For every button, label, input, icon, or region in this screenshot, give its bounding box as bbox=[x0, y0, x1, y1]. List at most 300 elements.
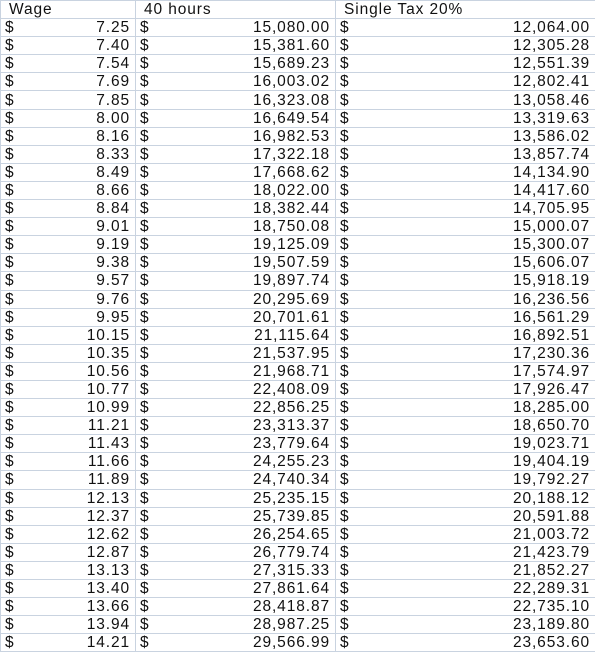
tax-cell[interactable] bbox=[336, 37, 595, 55]
amount-value: 17,668.62 bbox=[253, 164, 330, 181]
hours40-cell[interactable] bbox=[136, 218, 336, 236]
tax-cell[interactable] bbox=[336, 598, 595, 616]
currency-symbol: $ bbox=[5, 616, 21, 633]
amount-value: 9.38 bbox=[96, 254, 130, 271]
amount-value: 21,423.79 bbox=[513, 544, 590, 561]
cell-content bbox=[140, 92, 330, 109]
amount-value: 16,982.53 bbox=[253, 128, 330, 145]
cell-content bbox=[5, 309, 130, 326]
hours40-cell[interactable] bbox=[136, 561, 336, 579]
wage-cell[interactable] bbox=[1, 218, 136, 236]
wage-cell[interactable] bbox=[1, 127, 136, 145]
amount-value: 15,381.60 bbox=[253, 37, 330, 54]
hours40-cell[interactable] bbox=[136, 127, 336, 145]
amount-value: 23,653.60 bbox=[513, 634, 590, 651]
tax-cell[interactable] bbox=[336, 163, 595, 181]
wage-cell[interactable] bbox=[1, 435, 136, 453]
hours40-cell[interactable] bbox=[136, 163, 336, 181]
tax-cell[interactable] bbox=[336, 543, 595, 561]
amount-value: 18,750.08 bbox=[253, 218, 330, 235]
tax-cell[interactable] bbox=[336, 290, 595, 308]
hours40-cell[interactable] bbox=[136, 399, 336, 417]
currency-symbol: $ bbox=[340, 327, 350, 344]
wage-cell[interactable] bbox=[1, 580, 136, 598]
currency-symbol: $ bbox=[5, 218, 21, 235]
amount-value: 28,987.25 bbox=[253, 616, 330, 633]
currency-symbol: $ bbox=[340, 345, 350, 362]
table-row bbox=[1, 254, 595, 272]
wage-cell[interactable] bbox=[1, 399, 136, 417]
hours40-cell[interactable] bbox=[136, 507, 336, 525]
hours40-cell[interactable] bbox=[136, 453, 336, 471]
tax-cell[interactable] bbox=[336, 326, 595, 344]
wage-cell[interactable] bbox=[1, 489, 136, 507]
wage-cell[interactable] bbox=[1, 145, 136, 163]
tax-cell[interactable] bbox=[336, 362, 595, 380]
amount-value: 7.69 bbox=[96, 73, 130, 90]
tax-cell[interactable] bbox=[336, 308, 595, 326]
cell-content bbox=[5, 417, 130, 434]
tax-cell[interactable] bbox=[336, 489, 595, 507]
header-40-hours[interactable]: 40 hours bbox=[136, 1, 336, 19]
currency-symbol: $ bbox=[5, 291, 21, 308]
cell-content bbox=[340, 580, 590, 597]
table-row bbox=[1, 200, 595, 218]
cell-content bbox=[5, 19, 130, 36]
table-row bbox=[1, 471, 595, 489]
amount-value: 15,689.23 bbox=[253, 55, 330, 72]
hours40-cell[interactable] bbox=[136, 109, 336, 127]
currency-symbol: $ bbox=[5, 73, 21, 90]
currency-symbol: $ bbox=[140, 73, 150, 90]
hours40-cell[interactable] bbox=[136, 543, 336, 561]
amount-value: 12.87 bbox=[87, 544, 130, 561]
wage-cell[interactable] bbox=[1, 344, 136, 362]
tax-cell[interactable] bbox=[336, 616, 595, 634]
cell-content bbox=[5, 272, 130, 289]
cell-content bbox=[5, 236, 130, 253]
currency-symbol: $ bbox=[140, 508, 150, 525]
hours40-cell[interactable] bbox=[136, 616, 336, 634]
cell-content bbox=[340, 634, 590, 651]
table-row bbox=[1, 91, 595, 109]
currency-symbol: $ bbox=[140, 128, 150, 145]
amount-value: 9.19 bbox=[96, 236, 130, 253]
tax-cell[interactable] bbox=[336, 471, 595, 489]
hours40-cell[interactable] bbox=[136, 181, 336, 199]
cell-content bbox=[5, 254, 130, 271]
currency-symbol: $ bbox=[140, 218, 150, 235]
cell-content bbox=[340, 544, 590, 561]
currency-symbol: $ bbox=[340, 37, 350, 54]
cell-content bbox=[340, 182, 590, 199]
currency-symbol: $ bbox=[5, 417, 21, 434]
cell-content bbox=[340, 37, 590, 54]
hours40-cell[interactable] bbox=[136, 73, 336, 91]
cell-content bbox=[5, 363, 130, 380]
wage-cell[interactable] bbox=[1, 471, 136, 489]
wage-cell[interactable] bbox=[1, 236, 136, 254]
table-row bbox=[1, 163, 595, 181]
wage-cell[interactable] bbox=[1, 254, 136, 272]
amount-value: 21,852.27 bbox=[513, 562, 590, 579]
amount-value: 15,080.00 bbox=[253, 19, 330, 36]
currency-symbol: $ bbox=[340, 110, 350, 127]
hours40-cell[interactable] bbox=[136, 417, 336, 435]
cell-content bbox=[140, 291, 330, 308]
wage-cell[interactable] bbox=[1, 272, 136, 290]
currency-symbol: $ bbox=[140, 435, 150, 452]
currency-symbol: $ bbox=[5, 580, 21, 597]
currency-symbol: $ bbox=[340, 381, 350, 398]
amount-value: 12,064.00 bbox=[513, 19, 590, 36]
currency-symbol: $ bbox=[140, 381, 150, 398]
currency-symbol: $ bbox=[5, 526, 21, 543]
amount-value: 19,023.71 bbox=[513, 435, 590, 452]
cell-content bbox=[140, 146, 330, 163]
table-row bbox=[1, 561, 595, 579]
wage-cell[interactable] bbox=[1, 109, 136, 127]
currency-symbol: $ bbox=[5, 128, 21, 145]
wage-cell[interactable] bbox=[1, 163, 136, 181]
wage-cell[interactable] bbox=[1, 37, 136, 55]
hours40-cell[interactable] bbox=[136, 598, 336, 616]
wage-cell[interactable] bbox=[1, 362, 136, 380]
wage-cell[interactable] bbox=[1, 308, 136, 326]
amount-value: 7.85 bbox=[96, 92, 130, 109]
amount-value: 8.66 bbox=[96, 182, 130, 199]
cell-content bbox=[340, 55, 590, 72]
amount-value: 19,897.74 bbox=[253, 272, 330, 289]
wage-cell[interactable] bbox=[1, 55, 136, 73]
hours40-cell[interactable] bbox=[136, 145, 336, 163]
cell-content bbox=[140, 399, 330, 416]
currency-symbol: $ bbox=[140, 634, 150, 651]
table-row bbox=[1, 55, 595, 73]
currency-symbol: $ bbox=[140, 19, 150, 36]
cell-content bbox=[5, 128, 130, 145]
cell-content bbox=[340, 327, 590, 344]
amount-value: 12,305.28 bbox=[513, 37, 590, 54]
tax-cell[interactable] bbox=[336, 525, 595, 543]
table-row bbox=[1, 326, 595, 344]
wage-cell[interactable] bbox=[1, 598, 136, 616]
currency-symbol: $ bbox=[140, 291, 150, 308]
cell-content bbox=[5, 200, 130, 217]
tax-cell[interactable] bbox=[336, 344, 595, 362]
tax-cell[interactable] bbox=[336, 145, 595, 163]
tax-cell[interactable] bbox=[336, 254, 595, 272]
amount-value: 16,323.08 bbox=[253, 92, 330, 109]
amount-value: 11.21 bbox=[88, 417, 130, 434]
amount-value: 20,188.12 bbox=[513, 490, 590, 507]
currency-symbol: $ bbox=[340, 128, 350, 145]
hours40-cell[interactable] bbox=[136, 37, 336, 55]
currency-symbol: $ bbox=[5, 92, 21, 109]
currency-symbol: $ bbox=[340, 236, 350, 253]
wage-cell[interactable] bbox=[1, 507, 136, 525]
wage-cell[interactable] bbox=[1, 19, 136, 37]
tax-cell[interactable] bbox=[336, 380, 595, 398]
cell-content bbox=[340, 146, 590, 163]
cell-content bbox=[340, 73, 590, 90]
currency-symbol: $ bbox=[5, 182, 21, 199]
table-row bbox=[1, 507, 595, 525]
wage-cell[interactable] bbox=[1, 380, 136, 398]
currency-symbol: $ bbox=[340, 92, 350, 109]
currency-symbol: $ bbox=[140, 363, 150, 380]
amount-value: 8.00 bbox=[96, 110, 130, 127]
tax-cell[interactable] bbox=[336, 435, 595, 453]
cell-content bbox=[140, 453, 330, 470]
amount-value: 24,255.23 bbox=[253, 453, 330, 470]
tax-cell[interactable] bbox=[336, 561, 595, 579]
table-row bbox=[1, 344, 595, 362]
cell-content bbox=[5, 327, 130, 344]
currency-symbol: $ bbox=[5, 327, 21, 344]
amount-value: 8.33 bbox=[96, 146, 130, 163]
amount-value: 12.13 bbox=[87, 490, 130, 507]
amount-value: 18,650.70 bbox=[513, 417, 590, 434]
tax-cell[interactable] bbox=[336, 91, 595, 109]
currency-symbol: $ bbox=[340, 55, 350, 72]
amount-value: 14.21 bbox=[87, 634, 130, 651]
hours40-cell[interactable] bbox=[136, 380, 336, 398]
amount-value: 10.56 bbox=[87, 363, 130, 380]
cell-content bbox=[340, 363, 590, 380]
currency-symbol: $ bbox=[340, 19, 350, 36]
wage-cell[interactable] bbox=[1, 200, 136, 218]
cell-content bbox=[140, 164, 330, 181]
wage-cell[interactable] bbox=[1, 181, 136, 199]
amount-value: 9.76 bbox=[96, 291, 130, 308]
amount-value: 18,285.00 bbox=[513, 399, 590, 416]
cell-content bbox=[5, 164, 130, 181]
cell-content bbox=[140, 471, 330, 488]
tax-cell[interactable] bbox=[336, 127, 595, 145]
wage-cell[interactable] bbox=[1, 91, 136, 109]
amount-value: 14,417.60 bbox=[513, 182, 590, 199]
amount-value: 7.25 bbox=[96, 19, 130, 36]
wage-cell[interactable] bbox=[1, 417, 136, 435]
table-row bbox=[1, 489, 595, 507]
tax-cell[interactable] bbox=[336, 200, 595, 218]
cell-content bbox=[340, 236, 590, 253]
cell-content bbox=[140, 73, 330, 90]
wage-cell[interactable] bbox=[1, 634, 136, 652]
table-row bbox=[1, 417, 595, 435]
currency-symbol: $ bbox=[5, 562, 21, 579]
currency-symbol: $ bbox=[5, 110, 21, 127]
hours40-cell[interactable] bbox=[136, 326, 336, 344]
cell-content bbox=[5, 580, 130, 597]
amount-value: 23,313.37 bbox=[253, 417, 330, 434]
amount-value: 10.99 bbox=[87, 399, 130, 416]
wage-cell[interactable] bbox=[1, 561, 136, 579]
hours40-cell[interactable] bbox=[136, 489, 336, 507]
currency-symbol: $ bbox=[340, 73, 350, 90]
tax-cell[interactable] bbox=[336, 109, 595, 127]
header-single-tax[interactable]: Single Tax 20% bbox=[336, 1, 595, 19]
currency-symbol: $ bbox=[5, 508, 21, 525]
table-row bbox=[1, 127, 595, 145]
tax-cell[interactable] bbox=[336, 580, 595, 598]
currency-symbol: $ bbox=[140, 236, 150, 253]
amount-value: 28,418.87 bbox=[253, 598, 330, 615]
cell-content bbox=[5, 526, 130, 543]
cell-content bbox=[5, 562, 130, 579]
amount-value: 20,701.61 bbox=[253, 309, 330, 326]
hours40-cell[interactable] bbox=[136, 525, 336, 543]
cell-content bbox=[340, 92, 590, 109]
hours40-cell[interactable] bbox=[136, 290, 336, 308]
amount-value: 12.62 bbox=[87, 526, 130, 543]
wage-cell[interactable] bbox=[1, 525, 136, 543]
cell-content bbox=[340, 200, 590, 217]
currency-symbol: $ bbox=[5, 55, 21, 72]
tax-cell[interactable] bbox=[336, 417, 595, 435]
hours40-cell[interactable] bbox=[136, 634, 336, 652]
amount-value: 21,537.95 bbox=[253, 345, 330, 362]
currency-symbol: $ bbox=[340, 471, 350, 488]
tax-cell[interactable] bbox=[336, 634, 595, 652]
hours40-cell[interactable] bbox=[136, 580, 336, 598]
header-wage[interactable]: Wage bbox=[1, 1, 136, 19]
currency-symbol: $ bbox=[140, 562, 150, 579]
cell-content bbox=[340, 453, 590, 470]
amount-value: 9.57 bbox=[96, 272, 130, 289]
tax-cell[interactable] bbox=[336, 453, 595, 471]
currency-symbol: $ bbox=[340, 526, 350, 543]
hours40-cell[interactable] bbox=[136, 55, 336, 73]
currency-symbol: $ bbox=[340, 453, 350, 470]
tax-cell[interactable] bbox=[336, 399, 595, 417]
currency-symbol: $ bbox=[340, 254, 350, 271]
amount-value: 21,115.64 bbox=[254, 327, 330, 344]
table-row bbox=[1, 236, 595, 254]
wage-cell[interactable] bbox=[1, 543, 136, 561]
currency-symbol: $ bbox=[340, 218, 350, 235]
hours40-cell[interactable] bbox=[136, 236, 336, 254]
wage-cell[interactable] bbox=[1, 616, 136, 634]
tax-cell[interactable] bbox=[336, 55, 595, 73]
currency-symbol: $ bbox=[5, 309, 21, 326]
amount-value: 16,892.51 bbox=[513, 327, 590, 344]
hours40-cell[interactable] bbox=[136, 308, 336, 326]
tax-cell[interactable] bbox=[336, 19, 595, 37]
currency-symbol: $ bbox=[5, 37, 21, 54]
currency-symbol: $ bbox=[340, 598, 350, 615]
hours40-cell[interactable] bbox=[136, 254, 336, 272]
cell-content bbox=[5, 291, 130, 308]
cell-content bbox=[140, 345, 330, 362]
hours40-cell[interactable] bbox=[136, 200, 336, 218]
currency-symbol: $ bbox=[140, 453, 150, 470]
amount-value: 22,289.31 bbox=[513, 580, 590, 597]
amount-value: 21,003.72 bbox=[513, 526, 590, 543]
tax-cell[interactable] bbox=[336, 272, 595, 290]
currency-symbol: $ bbox=[340, 435, 350, 452]
cell-content bbox=[340, 598, 590, 615]
currency-symbol: $ bbox=[340, 580, 350, 597]
amount-value: 9.01 bbox=[96, 218, 130, 235]
table-row bbox=[1, 19, 595, 37]
tax-cell[interactable] bbox=[336, 73, 595, 91]
cell-content bbox=[140, 254, 330, 271]
currency-symbol: $ bbox=[5, 236, 21, 253]
amount-value: 15,000.07 bbox=[513, 218, 590, 235]
table-row bbox=[1, 37, 595, 55]
currency-symbol: $ bbox=[5, 471, 21, 488]
table-body bbox=[1, 19, 595, 652]
currency-symbol: $ bbox=[140, 417, 150, 434]
currency-symbol: $ bbox=[5, 345, 21, 362]
amount-value: 17,230.36 bbox=[513, 345, 590, 362]
wage-cell[interactable] bbox=[1, 290, 136, 308]
currency-symbol: $ bbox=[140, 598, 150, 615]
wage-cell[interactable] bbox=[1, 453, 136, 471]
cell-content bbox=[340, 345, 590, 362]
cell-content bbox=[340, 526, 590, 543]
amount-value: 27,861.64 bbox=[253, 580, 330, 597]
cell-content bbox=[140, 417, 330, 434]
amount-value: 13.66 bbox=[87, 598, 130, 615]
cell-content bbox=[5, 110, 130, 127]
amount-value: 19,125.09 bbox=[253, 236, 330, 253]
amount-value: 11.43 bbox=[88, 435, 130, 452]
cell-content bbox=[340, 110, 590, 127]
currency-symbol: $ bbox=[340, 634, 350, 651]
cell-content bbox=[140, 508, 330, 525]
hours40-cell[interactable] bbox=[136, 272, 336, 290]
currency-symbol: $ bbox=[5, 544, 21, 561]
hours40-cell[interactable] bbox=[136, 344, 336, 362]
tax-cell[interactable] bbox=[336, 507, 595, 525]
tax-cell[interactable] bbox=[336, 181, 595, 199]
table-row bbox=[1, 634, 595, 652]
amount-value: 11.66 bbox=[88, 453, 130, 470]
currency-symbol: $ bbox=[5, 634, 21, 651]
table-row bbox=[1, 290, 595, 308]
amount-value: 22,735.10 bbox=[513, 598, 590, 615]
currency-symbol: $ bbox=[140, 182, 150, 199]
cell-content bbox=[140, 327, 330, 344]
amount-value: 17,926.47 bbox=[513, 381, 590, 398]
cell-content bbox=[5, 182, 130, 199]
wage-cell[interactable] bbox=[1, 73, 136, 91]
table-row bbox=[1, 181, 595, 199]
currency-symbol: $ bbox=[5, 490, 21, 507]
currency-symbol: $ bbox=[5, 363, 21, 380]
currency-symbol: $ bbox=[340, 146, 350, 163]
hours40-cell[interactable] bbox=[136, 435, 336, 453]
currency-symbol: $ bbox=[140, 146, 150, 163]
tax-cell[interactable] bbox=[336, 218, 595, 236]
currency-symbol: $ bbox=[140, 200, 150, 217]
hours40-cell[interactable] bbox=[136, 471, 336, 489]
table-row bbox=[1, 435, 595, 453]
cell-content bbox=[140, 381, 330, 398]
amount-value: 15,300.07 bbox=[513, 236, 590, 253]
hours40-cell[interactable] bbox=[136, 362, 336, 380]
tax-cell[interactable] bbox=[336, 236, 595, 254]
table-row bbox=[1, 380, 595, 398]
hours40-cell[interactable] bbox=[136, 91, 336, 109]
amount-value: 20,295.69 bbox=[253, 291, 330, 308]
hours40-cell[interactable] bbox=[136, 19, 336, 37]
wage-cell[interactable] bbox=[1, 326, 136, 344]
table-row bbox=[1, 73, 595, 91]
